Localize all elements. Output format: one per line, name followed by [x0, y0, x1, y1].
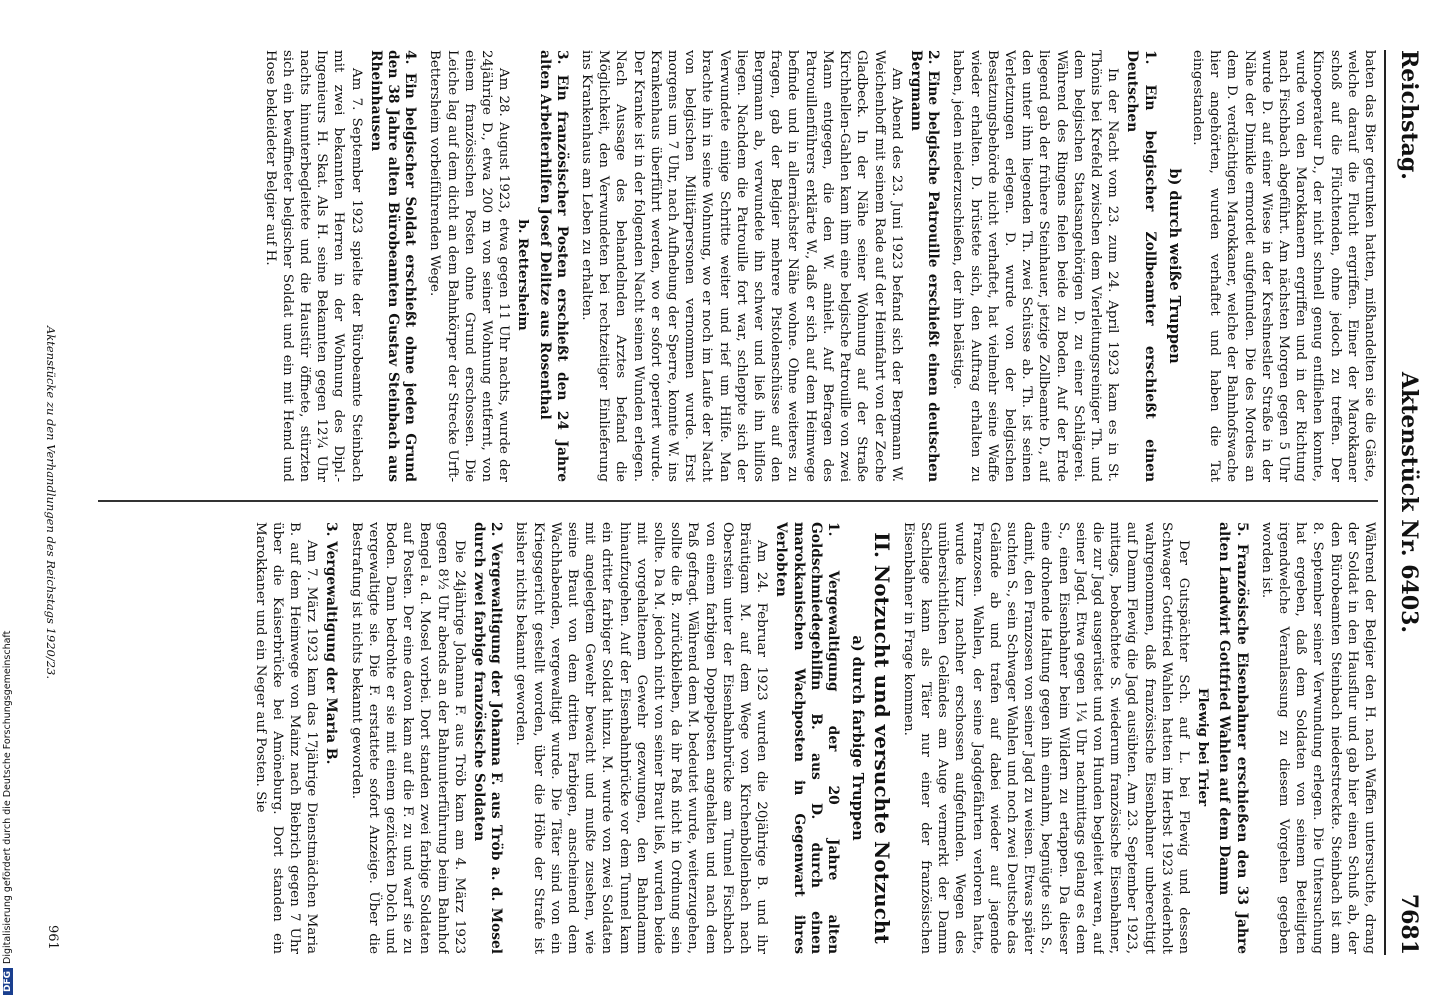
footer-note: Aktenstücke zu den Verhandlungen des Reichstags 1920/23. — [44, 325, 58, 679]
dfg-sidebar — [0, 0, 16, 1000]
case-title: 1. Ein belgischer Zollbeamter erschießt einen Deutschen — [1124, 50, 1158, 482]
funding-notice — [2, 631, 13, 995]
section-heading: a) durch farbige Truppen — [849, 635, 867, 841]
header-title: Aktenstück Nr. 6403. — [1396, 371, 1422, 634]
chapter-heading: II. Notzucht und versuchte Notzucht — [869, 532, 894, 944]
header-page-number: 7681 — [1396, 893, 1422, 955]
dfg-logo: DFG — [3, 968, 13, 995]
case-title: 4. Ein belgischer Soldat erschießt ohne jeden Grund den 38 Jahre alten Bürobeamten Gustav Steinbach aus Rheinhausen — [367, 50, 419, 482]
paragraph: Am 28. August 1923, etwa gegen 11 Uhr nachts, wurde der 24jährige D., etwa 200 m von seiner Wohnung entfernt, von einem französischen Posten ohne Grund erschossen. Die Leiche lag auf dem dicht an dem Bahnkörper der Strecke Urft-Bettersheim vorbeiführenden Wege. — [427, 50, 512, 482]
paragraph: Am 24. Februar 1923 wurden die 20jährige B. und ihr Bräutigam M. auf dem Wege von Kirchenbollenbach nach Oberstein unter der Eisenbahnbrücke am Tunnel Fischbach von einem farbigen Doppelposten angehalten und nach dem Paß gefragt. Während dem M. bedeutet wurde, weiterzugehen, sollte die B. zurückbleiben, da ihr Paß nicht in Ordnung sein sollte. Da M. jedoch nicht von seiner Braut ließ, wurden beide mit vorgehaltenem Gewehr gezwungen, den Bahndamm hinaufzugehen. Auf der Eisenbahnbrücke vor dem Tunnel kam ein dritter farbiger Soldat hinzu. M. wurde von zwei Soldaten mit angelegtem Gewehr bewacht und mußte zusehen, wie seine Braut von dem dritten Farbigen, anscheinend dem Wachhabenden, vergewaltigt wurde. Die Täter sind von ein Kriegsgericht gestellt worden, über die Höhe der Strafe ist bisher nichts bekannt geworden. — [513, 522, 770, 954]
case-title: 5. Französische Eisenbahner erschießen den 33 Jahre alten Landwirt Gottfried Wahlen auf dem Damm — [1216, 522, 1250, 954]
case-title: 2. Vergewaltigung der Johanna F. aus Tröb a. d. Mosel durch zwei farbige französische Soldaten — [471, 522, 505, 954]
column-divider — [98, 500, 1378, 502]
paragraph: baten das Bier getrunken hatten, mißhandelten sie die Gäste, welche darauf die Flucht ergriffen. Einer der Marokkaner schoß auf die Flüchtenden, ohne jedoch zu treffen. Der Kinooperateur D., der nicht schnell genug entfliehen konnte, wurde von den Marokkanern ergriffen und in der Richtung nach Fischbach abgeführt. Am nächsten Morgen gegen 5 Uhr wurde D. auf einer Wiese in der Kreshnestler Straße in der Nähe der Dimikle ermordet aufgefunden. Die des Mordes an dem D. verdächtigen Marokkaner, welche der Bahnhofswache hier angehörten, wurden verhaftet und haben die Tat eingestanden. — [1189, 50, 1377, 482]
section-heading: b) durch weiße Truppen — [1165, 168, 1183, 364]
paragraph: Der Gutspächter Sch. auf L. bei Flewig und dessen Schwager Gottfried Wahlen hatten im Herbst 1923 wiederholt wahrgenommen, daß französische Eisenbahner unberechtigt auf Damm Flewig die Jagd ausübten. Am 23. September 1923, mittags, beobachtete S. wiederum französische Eisenbahner, die zur Jagd ausgerüstet und von Hunden begleitet waren, auf seiner Jagd. Etwa gegen 1¼ Uhr nachmittags gelang es dem S., einen Eisenbahner beim Wildern zu ertappen. Da dieser eine drohende Haltung gegen ihn einnahm, begnügte sich S., damit, den Franzosen von seiner Jagd zu weisen. Etwas später suchten S., sein Schwager Wahlen und noch zwei Deutsche das Gelände ab und trafen auf dabei wieder auf jagende Franzosen. Wahlen, der seine Jagdgefährten verloren hatte, wurde kurz nachher erschossen aufgefunden. Wegen des unübersichtlichen Geländes am Auge vermerkt der Damm Sachlage kann als Täter nur einer der französischen Eisenbahner in Frage kommen. — [900, 522, 1191, 954]
funding-text: Digitalisierung gefördert durch die Deutsche Forschungsgemeinschaft — [2, 630, 13, 964]
paragraph: Am 7. September 1923 spielte der Bürobeamte Steinbach mit zwei bekannten Herren in der Wohnung des Dipl.-Ingenieurs H. Skat. Als H. seine Bekannten gegen 12¼ Uhr nachts hinunterbegleitete und die Haustür öffnete, stürzten sich ein bewaffneter belgischer Soldat und ein mit Hemd und Hose bekleideter Belgier auf H. — [262, 50, 364, 482]
case-place: b. Rettersheim — [515, 219, 532, 331]
right-column — [68, 522, 1378, 954]
header-left: Reichstag. — [1396, 50, 1422, 180]
case-title: 3. Vergewaltigung der Maria B. — [323, 522, 340, 765]
case-title: 1. Vergewaltigung der 20 Jahre alten Goldschmiedegehilfin B. aus D. durch einen marokkanischen Wachposten in Gegenwart ihres Verlobten — [773, 522, 842, 954]
paragraph: In der Nacht vom 23. zum 24. April 1923 kam es in St. Thönis bei Krefeld zwischen dem Vierleitungsreiniger Th. und dem belgischen Staatsangehörigen D. zu einer Schlägerei. Während des Ringens fielen beide zu Boden. Auf der Erde liegend gab der frühere Steinhauer, jetzige Zollbeamte D., auf den unter ihm liegenden Th. zwei Schüsse ab. Th. ist seinen Verletzungen erlegen. D. wurde von der belgischen Besatzungsbehörde nicht verhaftet, hat vielmehr seine Waffe wieder erhalten. D. brüstete sich, den Auftrag erhalten zu haben, jeden niederzuschießen, der ihn belästige. — [950, 50, 1121, 482]
paragraph: Die 24jährige Johanna F. aus Tröb kam am 4. März 1923 gegen 8½ Uhr abends an der Bahnunterführung beim Bahnhof Bengel a. d. Mosel vorbei. Dort standen zwei farbige Soldaten auf Posten. Der eine davon kam auf die F. zu und warf sie zu Boden. Dann bedrohte er sie mit einem gezückten Dolch und vergewaltigte sie. Die F. erstattete sofort Anzeige. Über die Bestrafung ist nichts bekannt geworden. — [348, 522, 467, 954]
case-place: Flewig bei Trier — [1195, 687, 1212, 807]
scanned-page — [10, 20, 1430, 980]
paragraph: Am 7. März 1923 kam das 17jährige Dienstmädchen Maria B. auf dem Heimwege von Mainz nach Biebrich gegen 7 Uhr über die Kaiserbrücke bei Amöneburg. Dort standen ein Marokkaner und ein Neger auf Posten. Sie — [252, 522, 320, 954]
case-title: 3. Ein französischer Posten erschießt den 24 Jahre alten Arbeiterhilfen Josef Delitze aus Rosenthal — [536, 50, 570, 482]
page-header — [1382, 50, 1422, 955]
footer-page-code: 961 — [45, 925, 60, 950]
header-rule — [1384, 50, 1386, 955]
case-title: 2. Eine belgische Patrouille erschießt einen deutschen Bergmann — [907, 50, 942, 482]
left-column — [68, 50, 1378, 482]
paragraph: Am Abend des 23. Juni 1923 befand sich der Bergmann W. Weichenhoff mit seinem Rade auf der Heimfahrt von der Zeche Gladbeck. In der Nähe seiner Wohnung auf der Straße Kirchhellen-Gahlen kam ihm eine belgische Patrouille von zwei Mann entgegen, die den W. anhielt. Auf Befragen des Patrouillenführers erklärte W., daß er sich auf dem Heimwege befinde und in allernächster Nähe wohne. Ohne weiteres zu fragen, gab der Belgier mehrere Pistolenschüsse auf den Bergmann ab, verwundete ihn schwer und ließ ihn hilflos liegen. Nachdem die Patrouille fort war, schleppte sich der Verwundete einige Schritte weiter und rief um Hilfe. Man brachte ihn in seine Wohnung, wo er noch im Laufe der Nacht von belgischen Militärpersonen vernommen wurde. Erst morgens um 7 Uhr, nach Aufhebung der Sperre, konnte W. ins Krankenhaus überführt werden, wo er sofort operiert wurde. Der Kranke ist in der folgenden Nacht seinen Wunden erlegen. Nach Aussage des behandelnden Arztes befand die Möglichkeit, den Verwundeten bei rechtzeitiger Einlieferung ins Krankenhaus am Leben zu erhalten. — [579, 50, 904, 482]
paragraph: Während der Belgier den H. nach Waffen untersuchte, drang der Soldat in den Hausflur und gab hier einen Schuß ab, der den Bürobeamten Steinbach niederstreckte. Steinbach ist am 8. September seiner Verwundung erlegen. Die Untersuchung hat ergeben, daß dem Soldaten von seinem Beteiligten irgendwelche Veranlassung zu diesem Vorgehen gegeben worden ist. — [1258, 522, 1377, 954]
